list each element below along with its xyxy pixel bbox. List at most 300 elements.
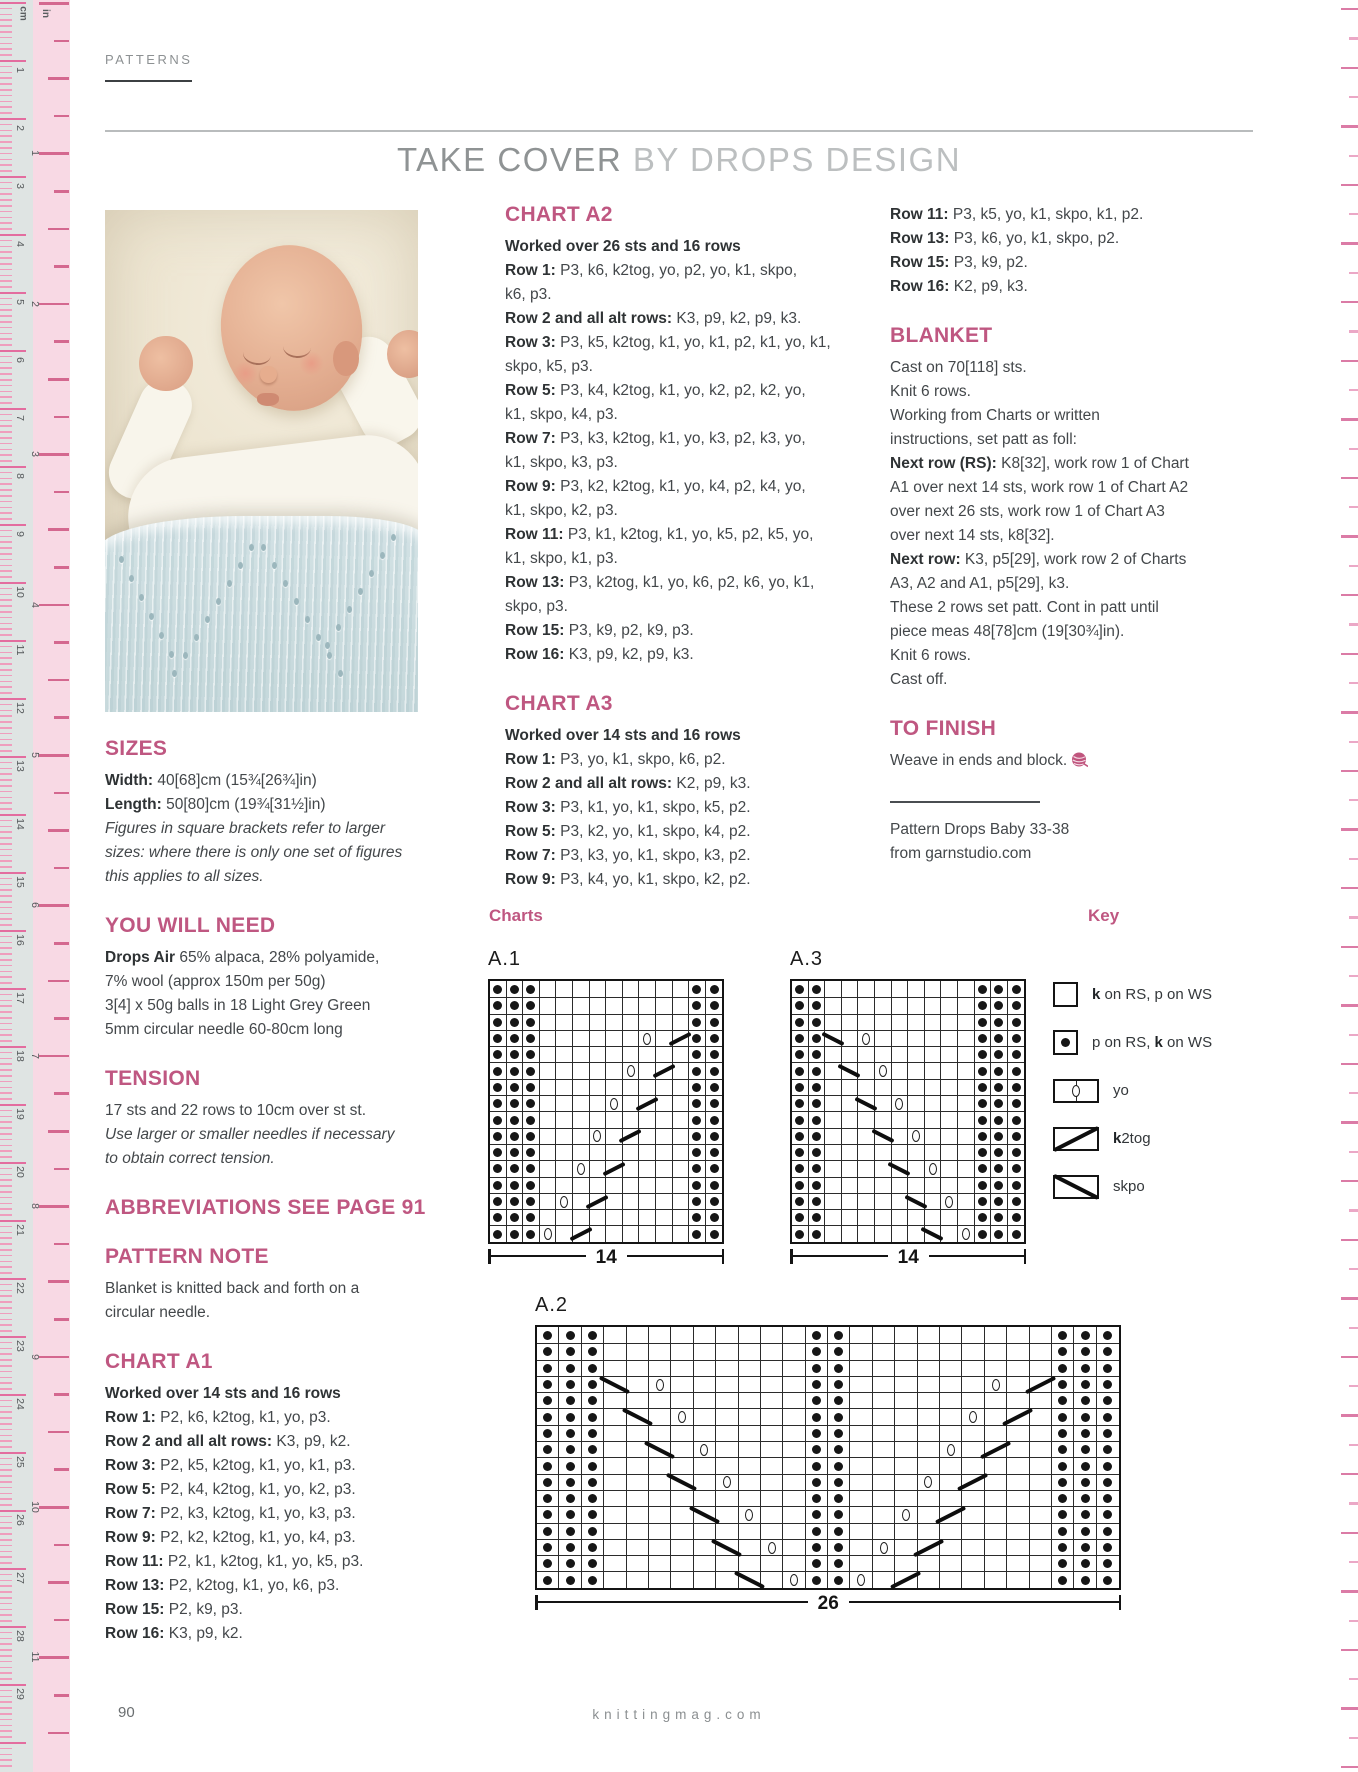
chart-cell — [673, 1144, 690, 1160]
chart-cell — [1097, 1555, 1119, 1571]
chart-cell — [806, 1523, 828, 1539]
chart-cell — [1030, 1474, 1052, 1490]
edge-tick — [1341, 711, 1358, 713]
chart-cell — [706, 1177, 723, 1193]
chart-cell — [623, 1030, 640, 1046]
pattern-designer: BY DROPS DESIGN — [632, 141, 962, 178]
lace-hole — [238, 562, 243, 569]
yo-symbol — [902, 1509, 910, 1521]
purl-dot — [978, 1197, 987, 1206]
chart-cell — [873, 1490, 895, 1506]
section-heading: ABBREVIATIONS SEE PAGE 91 — [105, 1196, 426, 1219]
cm-tick — [0, 1678, 12, 1680]
chart-cell — [1007, 1392, 1029, 1408]
chart-cell — [540, 1193, 557, 1209]
purl-dot — [812, 1331, 821, 1340]
cm-tick — [0, 692, 12, 694]
chart-grid — [790, 979, 1026, 1244]
key-item-label: k2tog — [1113, 1130, 1151, 1147]
chart-cell — [873, 1506, 895, 1522]
chart-cell — [895, 1506, 917, 1522]
section-heading: YOU WILL NEED — [105, 914, 276, 937]
chart-cell — [1074, 1555, 1096, 1571]
text-line: Cast on 70[118] sts. — [890, 359, 1027, 376]
chart-cell — [1052, 1490, 1074, 1506]
chart-cell — [507, 1062, 524, 1078]
chart-cell — [940, 1441, 962, 1457]
chart-cell — [991, 1177, 1008, 1193]
chart-cell — [908, 1014, 925, 1030]
purl-dot — [1058, 1527, 1067, 1536]
cm-tick — [0, 1585, 12, 1587]
lace-hole — [325, 642, 330, 649]
purl-dot — [834, 1413, 843, 1422]
cm-tick — [0, 791, 12, 793]
chart-cell — [556, 1144, 573, 1160]
cm-tick — [0, 1324, 12, 1326]
purl-dot — [1081, 1494, 1090, 1503]
chart-cell — [623, 981, 640, 997]
chart-cell — [694, 1360, 716, 1376]
cm-tick — [0, 1707, 12, 1709]
cm-tick — [0, 913, 12, 915]
text-line: Use larger or smaller needles if necessary — [105, 1126, 395, 1143]
chart-cell — [606, 1209, 623, 1225]
purl-dot — [710, 1116, 719, 1125]
chart-cell — [858, 981, 875, 997]
purl-dot — [543, 1543, 552, 1552]
cm-tick — [0, 1359, 12, 1361]
yo-symbol — [857, 1574, 865, 1586]
chart-cell — [925, 1225, 942, 1241]
cm-tick — [0, 1406, 12, 1408]
chart-cell — [962, 1571, 984, 1587]
inch-tick — [39, 1656, 69, 1659]
cm-tick — [0, 106, 12, 108]
cm-tick — [0, 1388, 12, 1390]
purl-dot — [1081, 1331, 1090, 1340]
cm-tick — [0, 1034, 12, 1036]
chart-cell — [556, 1062, 573, 1078]
chart-cell — [895, 1408, 917, 1424]
chart-cell — [806, 1506, 828, 1522]
purl-dot — [1081, 1429, 1090, 1438]
ruler-inch — [29, 0, 70, 1772]
purl-dot — [834, 1559, 843, 1568]
yo-symbol — [962, 1228, 970, 1240]
inch-tick — [39, 2, 69, 5]
bracket-end — [1119, 1595, 1122, 1610]
purl-dot — [834, 1364, 843, 1373]
chart-cell — [985, 1376, 1007, 1392]
purl-dot — [692, 1050, 701, 1059]
chart-cell — [716, 1457, 738, 1473]
text-line: A3, A2 and A1, p5[29], k3. — [890, 575, 1070, 592]
chart-cell — [792, 1177, 809, 1193]
chart-cell — [828, 1506, 850, 1522]
section-heading: CHART A2 — [505, 203, 613, 226]
chart-cell — [925, 1030, 942, 1046]
yarn-ball-icon — [1071, 751, 1088, 776]
chart-row — [792, 1030, 1024, 1046]
chart-cell — [925, 1062, 942, 1078]
purl-dot — [526, 1001, 535, 1010]
purl-dot — [692, 1181, 701, 1190]
chart-cell — [573, 981, 590, 997]
purl-dot — [493, 985, 502, 994]
right-page-edge-ticks — [1334, 0, 1358, 1772]
chart-cell — [925, 1046, 942, 1062]
purl-dot — [1058, 1445, 1067, 1454]
chart-cell — [537, 1343, 559, 1359]
purl-dot — [566, 1559, 575, 1568]
cm-tick — [0, 918, 12, 920]
purl-dot — [812, 1576, 821, 1585]
chart-cell — [792, 1062, 809, 1078]
chart-cell — [523, 1225, 540, 1241]
chart-cell — [850, 1360, 872, 1376]
cm-tick — [0, 1620, 12, 1622]
purl-dot — [1103, 1364, 1112, 1373]
chart-cell — [975, 1030, 992, 1046]
chart-cell — [985, 1441, 1007, 1457]
chart-label: A.1 — [488, 948, 522, 970]
cm-tick — [0, 820, 12, 822]
chart-cell — [490, 997, 507, 1013]
cm-tick — [0, 472, 12, 474]
chart-cell — [1074, 1343, 1096, 1359]
text-line: 7% wool (approx 150m per 50g) — [105, 973, 326, 990]
chart-row — [537, 1523, 1119, 1539]
chart-cell — [559, 1523, 581, 1539]
cm-tick — [0, 478, 12, 480]
cm-tick — [0, 1208, 12, 1210]
chart-cell — [809, 1209, 826, 1225]
chart-cell — [556, 1014, 573, 1030]
edge-tick — [1349, 330, 1358, 332]
cm-tick — [0, 414, 12, 416]
chart-cell — [975, 1046, 992, 1062]
purl-dot — [566, 1576, 575, 1585]
chart-row — [490, 981, 722, 997]
chart-cell — [1007, 1457, 1029, 1473]
cm-tick — [0, 1661, 12, 1663]
purl-dot — [543, 1413, 552, 1422]
chart-cell — [1074, 1539, 1096, 1555]
purl-dot — [493, 1181, 502, 1190]
cm-tick — [0, 1011, 12, 1013]
chart-row — [537, 1425, 1119, 1441]
chart-cell — [573, 1177, 590, 1193]
chart-cell — [649, 1490, 671, 1506]
cm-tick — [0, 773, 12, 775]
cm-tick — [0, 895, 12, 897]
cm-tick — [0, 48, 12, 50]
chart-cell — [1074, 1571, 1096, 1587]
chart-row — [792, 981, 1024, 997]
section-heading: TENSION — [105, 1067, 201, 1090]
chart-cell — [985, 1392, 1007, 1408]
chart-cell — [806, 1392, 828, 1408]
chart-cell — [716, 1523, 738, 1539]
purl-dot — [795, 1034, 804, 1043]
chart-cell — [623, 1177, 640, 1193]
chart-cell — [895, 1425, 917, 1441]
chart-cell — [523, 1095, 540, 1111]
chart-cell — [940, 1327, 962, 1343]
chart-cell — [842, 1030, 859, 1046]
purl-dot — [994, 1001, 1003, 1010]
chart-cell — [716, 1376, 738, 1392]
chart-row — [792, 1046, 1024, 1062]
lace-hole — [369, 570, 374, 577]
chart-cell — [623, 1111, 640, 1127]
chart-cell — [792, 1111, 809, 1127]
text-line: Row 3: P3, k1, yo, k1, skpo, k5, p2. — [505, 799, 751, 816]
inch-number: 2 — [29, 300, 41, 307]
purl-dot — [566, 1445, 575, 1454]
inch-tick — [39, 453, 69, 456]
text-line: A1 over next 14 sts, work row 1 of Chart A2 — [890, 479, 1189, 496]
chart-cell — [490, 1177, 507, 1193]
purl-dot — [1103, 1462, 1112, 1471]
lace-hole — [227, 580, 232, 587]
chart-cell — [673, 1209, 690, 1225]
chart-cell — [639, 1046, 656, 1062]
chart-cell — [537, 1441, 559, 1457]
chart-cell — [1007, 1571, 1029, 1587]
chart-cell — [828, 1408, 850, 1424]
chart-cell — [716, 1555, 738, 1571]
section-heading: CHART A3 — [505, 692, 613, 715]
cm-tick — [0, 1649, 12, 1651]
chart-cell — [649, 1425, 671, 1441]
chart-cell — [590, 1225, 607, 1241]
chart-cell — [590, 1193, 607, 1209]
chart-cell — [604, 1441, 626, 1457]
chart-cell — [559, 1343, 581, 1359]
chart-cell — [806, 1539, 828, 1555]
chart-cell — [1007, 1360, 1029, 1376]
purl-dot — [588, 1478, 597, 1487]
chart-cell — [858, 1079, 875, 1095]
chart-cell — [582, 1408, 604, 1424]
chart-cell — [792, 1128, 809, 1144]
cm-tick — [0, 652, 12, 654]
purl-dot — [1103, 1478, 1112, 1487]
inch-tick — [54, 792, 69, 795]
chart-cell — [649, 1457, 671, 1473]
chart-cell — [739, 1408, 761, 1424]
chart-cell — [706, 1209, 723, 1225]
cm-tick — [0, 460, 12, 462]
chart-cell — [706, 1128, 723, 1144]
inch-tick — [48, 528, 69, 531]
cm-tick — [0, 785, 12, 787]
purl-dot — [812, 1364, 821, 1373]
chart-row — [792, 1177, 1024, 1193]
chart-cell — [1074, 1425, 1096, 1441]
purl-dot — [543, 1331, 552, 1340]
inch-tick — [48, 1130, 69, 1133]
cm-tick — [0, 1121, 12, 1123]
edge-tick — [1349, 96, 1358, 98]
chart-cell — [1052, 1392, 1074, 1408]
chart-cell — [1052, 1539, 1074, 1555]
chart-cell — [858, 1225, 875, 1241]
yo-symbol — [723, 1476, 731, 1488]
purl-dot — [1012, 1034, 1021, 1043]
chart-cell — [1030, 1457, 1052, 1473]
chart-cell — [828, 1539, 850, 1555]
chart-cell — [606, 1177, 623, 1193]
chart-cell — [639, 981, 656, 997]
purl-dot — [834, 1347, 843, 1356]
purl-dot — [1058, 1331, 1067, 1340]
chart-cell — [825, 1128, 842, 1144]
purl-dot — [812, 1347, 821, 1356]
purl-dot — [1081, 1543, 1090, 1552]
chart-cell — [809, 1225, 826, 1241]
text-line: Worked over 14 sts and 16 rows — [105, 1385, 341, 1402]
baby-ear — [333, 341, 358, 376]
cm-tick — [0, 1179, 12, 1181]
chart-cell — [507, 1225, 524, 1241]
chart-cell — [792, 1014, 809, 1030]
chart-cell — [1097, 1457, 1119, 1473]
chart-cell — [991, 981, 1008, 997]
chart-cell — [689, 1079, 706, 1095]
cm-tick — [0, 217, 12, 219]
purl-dot — [994, 1230, 1003, 1239]
edge-tick — [1341, 1766, 1358, 1768]
cm-tick — [0, 1313, 12, 1315]
cm-tick — [0, 141, 12, 143]
purl-dot — [1012, 1067, 1021, 1076]
chart-cell — [925, 997, 942, 1013]
chart-cell — [623, 1225, 640, 1241]
cm-tick — [0, 1696, 12, 1698]
purl-dot — [566, 1364, 575, 1373]
chart-cell — [1052, 1425, 1074, 1441]
chart-cell — [537, 1376, 559, 1392]
text-line: Row 1: P3, yo, k1, skpo, k6, p2. — [505, 751, 726, 768]
cm-tick — [0, 1052, 12, 1054]
yo-symbol — [879, 1065, 887, 1077]
chart-cell — [706, 1030, 723, 1046]
inch-tick — [48, 1732, 69, 1735]
chart-row — [537, 1490, 1119, 1506]
purl-dot — [994, 1164, 1003, 1173]
purl-dot — [812, 1510, 821, 1519]
page-number: 90 — [118, 1704, 135, 1721]
edge-tick — [1341, 301, 1358, 303]
cm-tick — [0, 779, 12, 781]
chart-cell — [825, 1225, 842, 1241]
chart-cell — [739, 1376, 761, 1392]
chart-cell — [828, 1425, 850, 1441]
cm-tick — [0, 309, 12, 311]
chart-cell — [540, 1128, 557, 1144]
yo-symbol — [790, 1574, 798, 1586]
purl-dot — [493, 1050, 502, 1059]
section-heading: PATTERN NOTE — [105, 1245, 269, 1268]
text-line: Row 16: K3, p9, k2, p9, k3. — [505, 646, 694, 663]
chart-cell — [850, 1571, 872, 1587]
purl-dot — [493, 1001, 502, 1010]
chart-cell — [556, 981, 573, 997]
chart-cell — [706, 1225, 723, 1241]
purl-dot — [994, 1132, 1003, 1141]
chart-grid — [535, 1325, 1121, 1590]
page-title — [105, 141, 1253, 179]
cm-tick — [0, 1017, 12, 1019]
cm-tick — [0, 2, 26, 4]
purl-dot — [1058, 1364, 1067, 1373]
section-heading: TO FINISH — [890, 717, 997, 740]
chart-cell — [908, 1144, 925, 1160]
purl-dot — [710, 1213, 719, 1222]
purl-dot — [493, 1148, 502, 1157]
chart-cell — [537, 1392, 559, 1408]
purl-dot — [1012, 1181, 1021, 1190]
chart-cell — [828, 1343, 850, 1359]
purl-dot — [692, 1197, 701, 1206]
chart-row — [537, 1408, 1119, 1424]
edge-tick — [1349, 1151, 1358, 1153]
edge-tick — [1349, 1678, 1358, 1680]
chart-cell — [523, 1144, 540, 1160]
chart-cell — [623, 1014, 640, 1030]
chart-cell — [783, 1506, 805, 1522]
chart-cell — [537, 1506, 559, 1522]
inch-tick — [54, 265, 69, 268]
chart-cell — [627, 1457, 649, 1473]
cm-tick — [0, 1127, 12, 1129]
purl-dot — [692, 1001, 701, 1010]
chart-cell — [1008, 1193, 1025, 1209]
chart-cell — [606, 1014, 623, 1030]
chart-row — [792, 1193, 1024, 1209]
chart-cell — [806, 1490, 828, 1506]
chart-cell — [523, 1030, 540, 1046]
chart-cell — [975, 1209, 992, 1225]
chart-cell — [604, 1360, 626, 1376]
chart-cell — [908, 1128, 925, 1144]
chart-cell — [627, 1506, 649, 1522]
cm-tick — [0, 924, 12, 926]
cm-tick — [0, 953, 12, 955]
bracket-end — [722, 1249, 725, 1264]
purl-dot — [692, 1148, 701, 1157]
cm-tick — [0, 280, 12, 282]
cm-tick — [0, 101, 12, 103]
section-chart-a3-text — [505, 692, 785, 892]
section-label: PATTERNS — [105, 52, 192, 82]
section-to-finish — [890, 717, 1180, 776]
cm-tick — [0, 681, 12, 683]
purl-dot — [710, 985, 719, 994]
chart-cell — [573, 1225, 590, 1241]
cm-tick — [0, 750, 12, 752]
chart-cell — [842, 1062, 859, 1078]
purl-dot — [566, 1494, 575, 1503]
chart-cell — [828, 1523, 850, 1539]
ruler-inch-label: in — [39, 9, 51, 18]
cm-tick — [0, 1116, 12, 1118]
edge-tick — [1341, 770, 1358, 772]
lace-hole — [149, 613, 154, 620]
